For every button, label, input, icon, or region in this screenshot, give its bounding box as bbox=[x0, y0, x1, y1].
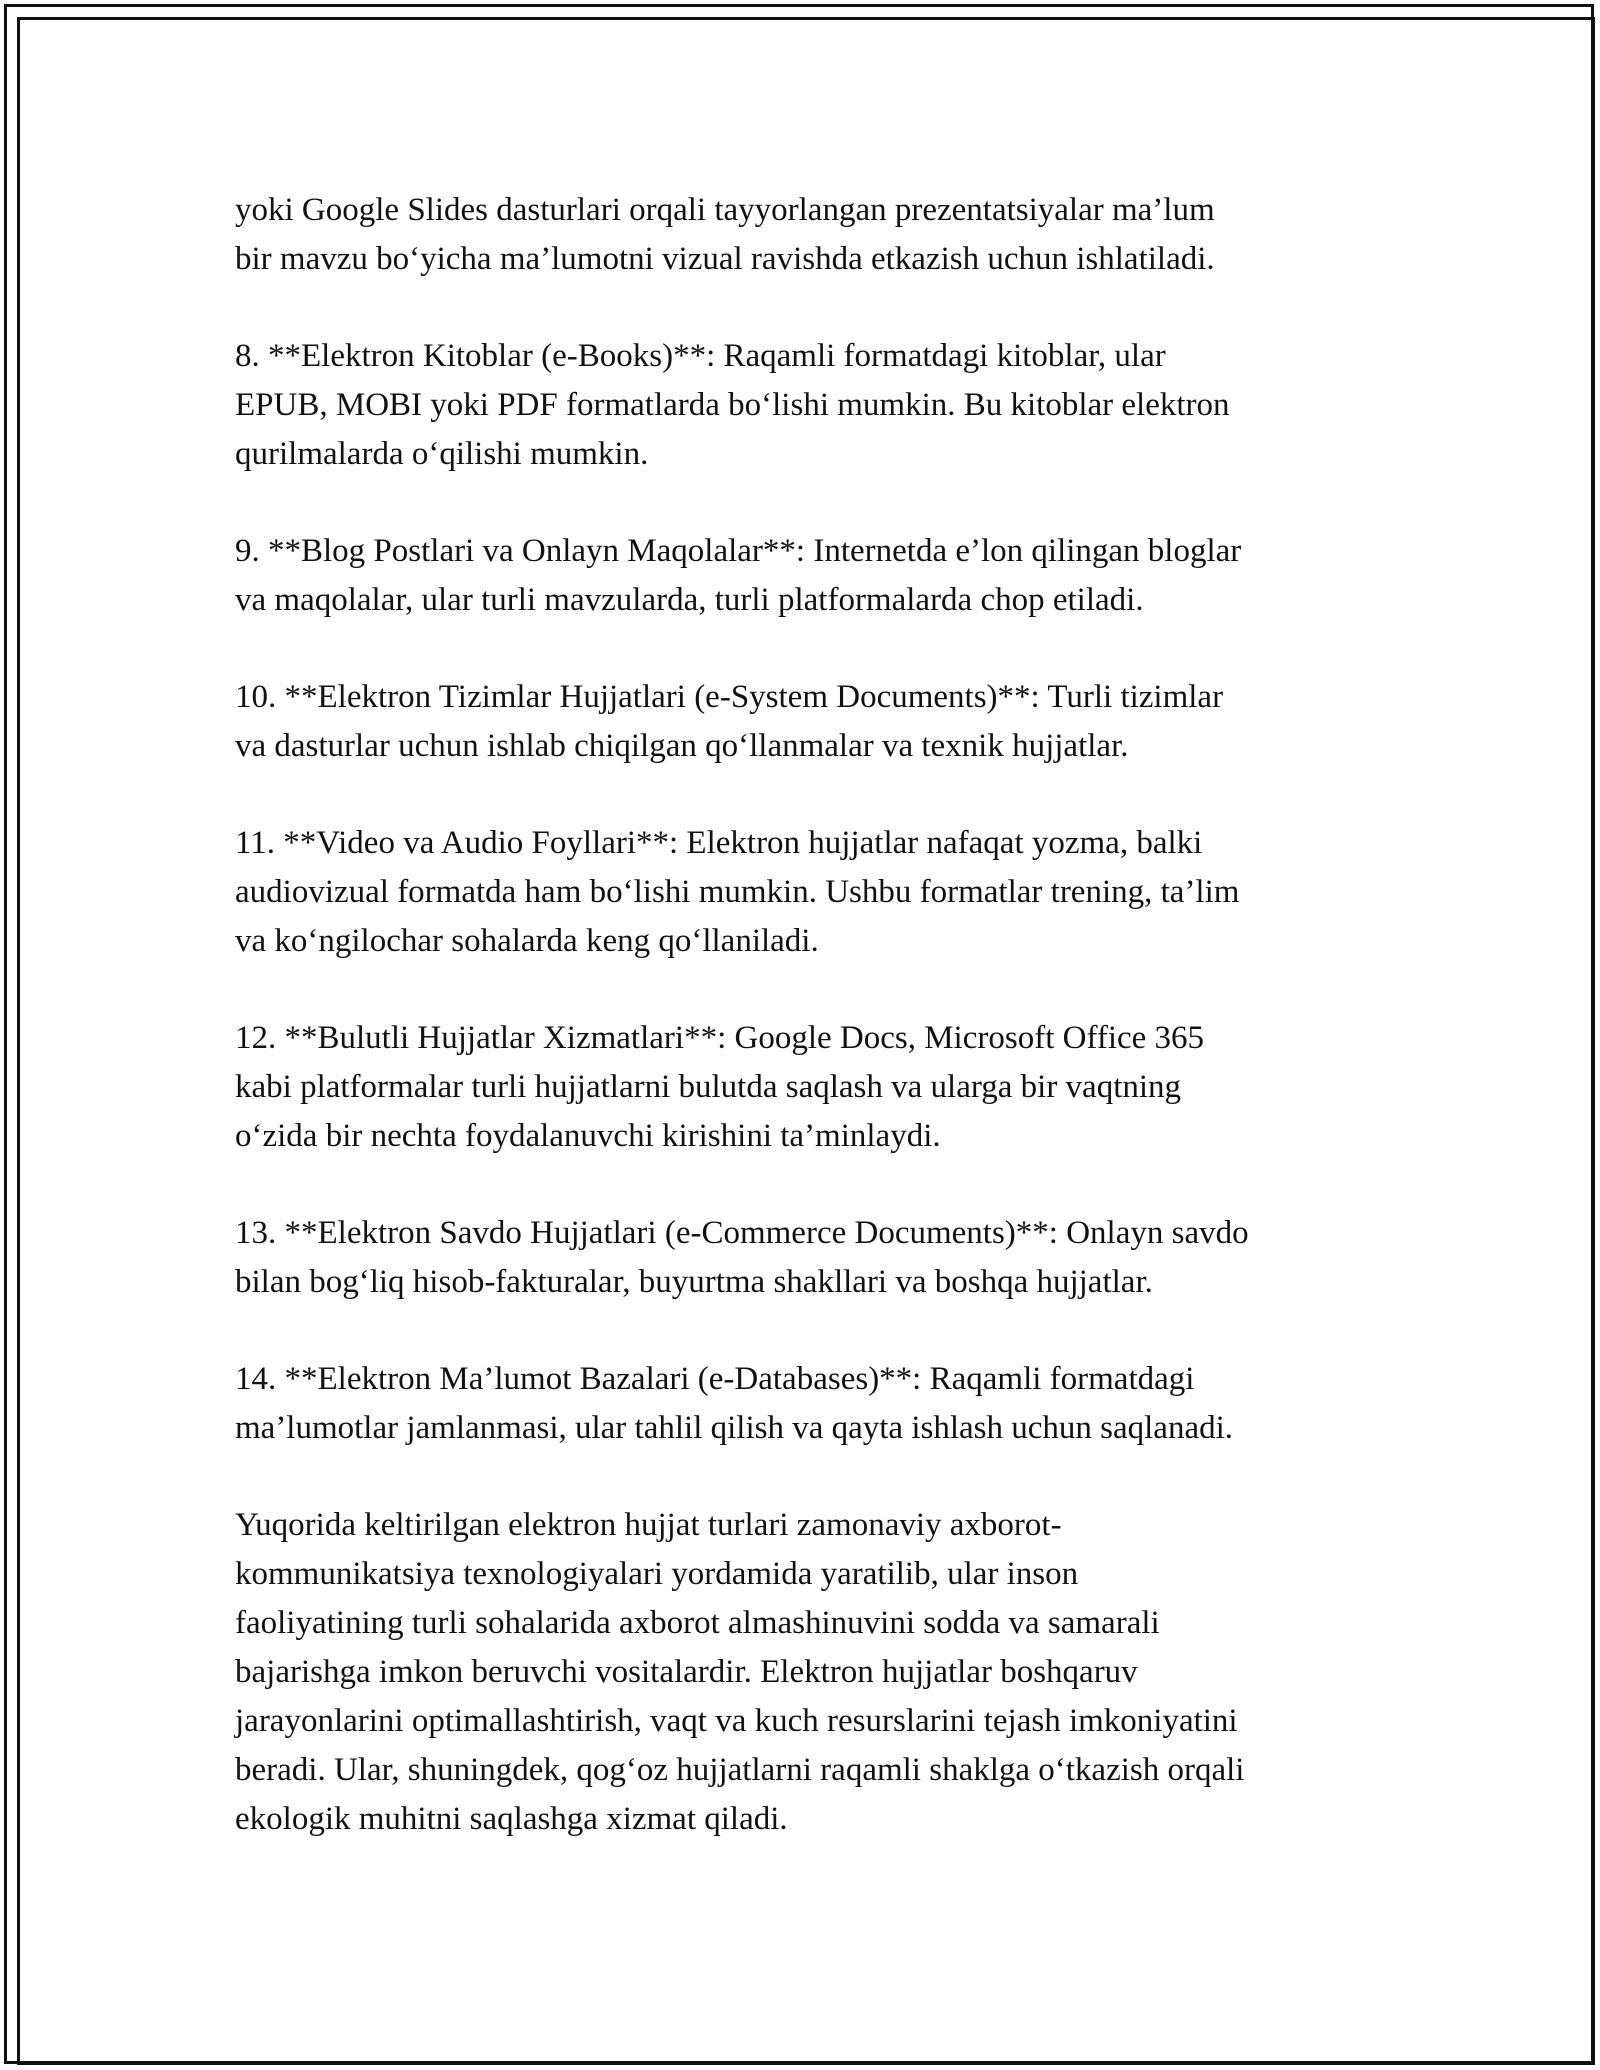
text-line: yoki Google Slides dasturlari orqali tayyorlangan prezentatsiyalar ma’lum bbox=[235, 192, 1215, 228]
text-line: kommunikatsiya texnologiyalari yordamida yaratilib, ular inson bbox=[235, 1556, 1079, 1592]
text-line: bajarishga imkon beruvchi vositalardir. Elektron hujjatlar boshqaruv bbox=[235, 1654, 1138, 1690]
list-item-11 bbox=[235, 819, 1385, 966]
text-line: 12. **Bulutli Hujjatlar Xizmatlari**: Google Docs, Microsoft Office 365 bbox=[235, 1020, 1205, 1056]
text-line: EPUB, MOBI yoki PDF formatlarda bo‘lishi mumkin. Bu kitoblar elektron bbox=[235, 387, 1230, 423]
text-line: audiovizual formatda ham bo‘lishi mumkin. Ushbu formatlar trening, ta’lim bbox=[235, 874, 1240, 910]
text-line: o‘zida bir nechta foydalanuvchi kirishini ta’minlaydi. bbox=[235, 1118, 941, 1154]
list-item-12 bbox=[235, 1014, 1385, 1161]
text-line: 13. **Elektron Savdo Hujjatlari (e-Commerce Documents)**: Onlayn savdo bbox=[235, 1215, 1249, 1251]
text-line: beradi. Ular, shuningdek, qog‘oz hujjatlarni raqamli shaklga o‘tkazish orqali bbox=[235, 1752, 1245, 1788]
text-line: bilan bog‘liq hisob-fakturalar, buyurtma shakllari va boshqa hujjatlar. bbox=[235, 1264, 1153, 1300]
document-body bbox=[235, 186, 1385, 1844]
text-line: 14. **Elektron Ma’lumot Bazalari (e-Databases)**: Raqamli formatdagi bbox=[235, 1361, 1195, 1397]
list-item-13 bbox=[235, 1209, 1385, 1307]
text-line: 10. **Elektron Tizimlar Hujjatlari (e-System Documents)**: Turli tizimlar bbox=[235, 679, 1224, 715]
text-line: faoliyatining turli sohalarida axborot almashinuvini sodda va samarali bbox=[235, 1605, 1160, 1641]
text-line: 11. **Video va Audio Foyllari**: Elektron hujjatlar nafaqat yozma, balki bbox=[235, 825, 1203, 861]
text-line: Yuqorida keltirilgan elektron hujjat turlari zamonaviy axborot- bbox=[235, 1507, 1062, 1543]
text-line: va maqolalar, ular turli mavzularda, turli platformalarda chop etiladi. bbox=[235, 582, 1144, 618]
paragraph-intro-continuation bbox=[235, 186, 1385, 284]
text-line: va dasturlar uchun ishlab chiqilgan qo‘llanmalar va texnik hujjatlar. bbox=[235, 728, 1129, 764]
text-line: bir mavzu bo‘yicha ma’lumotni vizual ravishda etkazish uchun ishlatiladi. bbox=[235, 241, 1215, 277]
text-line: 9. **Blog Postlari va Onlayn Maqolalar**: Internetda e’lon qilingan bloglar bbox=[235, 533, 1242, 569]
list-item-14 bbox=[235, 1355, 1385, 1453]
text-line: va ko‘ngilochar sohalarda keng qo‘llaniladi. bbox=[235, 923, 819, 959]
text-line: ekologik muhitni saqlashga xizmat qiladi. bbox=[235, 1801, 788, 1837]
list-item-9 bbox=[235, 527, 1385, 625]
list-item-10 bbox=[235, 673, 1385, 771]
text-line: ma’lumotlar jamlanmasi, ular tahlil qilish va qayta ishlash uchun saqlanadi. bbox=[235, 1410, 1234, 1446]
text-line: 8. **Elektron Kitoblar (e-Books)**: Raqamli formatdagi kitoblar, ular bbox=[235, 338, 1166, 374]
text-line: kabi platformalar turli hujjatlarni bulutda saqlash va ularga bir vaqtning bbox=[235, 1069, 1182, 1105]
text-line: jarayonlarini optimallashtirish, vaqt va kuch resurslarini tejash imkoniyatini bbox=[235, 1703, 1238, 1739]
paragraph-conclusion bbox=[235, 1501, 1385, 1844]
list-item-8 bbox=[235, 332, 1385, 479]
text-line: qurilmalarda o‘qilishi mumkin. bbox=[235, 436, 649, 472]
